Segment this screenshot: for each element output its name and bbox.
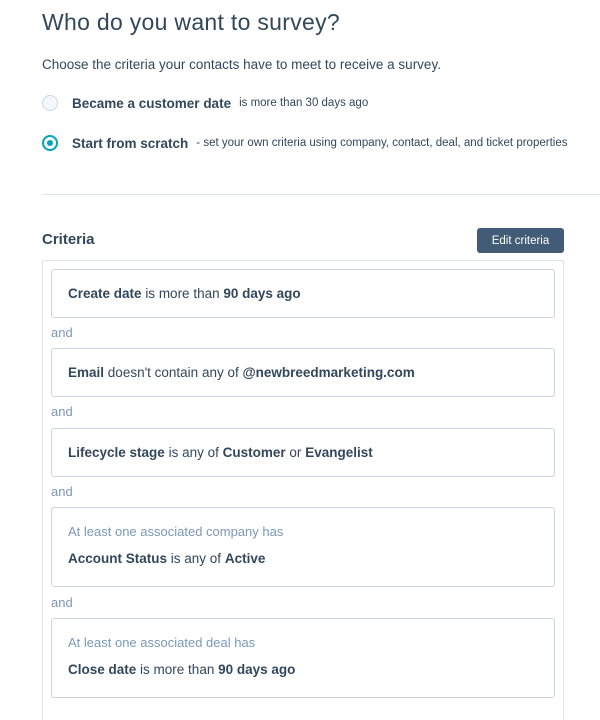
criteria-rule-lifecycle-stage[interactable] <box>51 428 555 477</box>
rule-text <box>68 551 265 566</box>
and-connector: and <box>51 595 73 610</box>
rule-property: Account Status <box>68 551 168 566</box>
rule-value: Customer <box>222 445 286 460</box>
rule-value: Active <box>224 551 266 566</box>
rule-joiner: or <box>289 445 302 460</box>
option-became-customer-date[interactable] <box>42 95 368 111</box>
option-description: - set your own criteria using company, contact, deal, and ticket properties <box>196 137 568 149</box>
section-divider <box>42 194 600 195</box>
rule-property: Email <box>68 365 105 380</box>
rule-value: 90 days ago <box>223 286 301 301</box>
criteria-rule-email[interactable] <box>51 348 555 397</box>
rule-text <box>68 662 295 677</box>
rule-association: At least one associated deal has <box>68 635 256 650</box>
radio-start-from-scratch[interactable] <box>42 135 58 151</box>
rule-property: Create date <box>68 286 142 301</box>
rule-text <box>68 445 373 460</box>
option-label: Became a customer date <box>72 95 232 111</box>
rule-operator: is more than <box>145 286 220 301</box>
page-subtitle: Choose the criteria your contacts have to meet to receive a survey. <box>42 57 441 72</box>
option-description: is more than 30 days ago <box>239 97 369 109</box>
rule-property: Lifecycle stage <box>68 445 165 460</box>
rule-text <box>68 286 301 301</box>
rule-operator: is any of <box>168 445 219 460</box>
option-label: Start from scratch <box>72 135 189 151</box>
radio-became-customer-date[interactable] <box>42 95 58 111</box>
rule-value-2: Evangelist <box>305 445 373 460</box>
rule-operator: is more than <box>140 662 215 677</box>
criteria-rule-create-date[interactable] <box>51 269 555 318</box>
rule-text <box>68 365 415 380</box>
and-connector: and <box>51 325 73 340</box>
criteria-rule-account-status[interactable] <box>51 507 555 587</box>
rule-value: @newbreedmarketing.com <box>242 365 415 380</box>
rule-operator: is any of <box>170 551 222 566</box>
rule-operator: doesn't contain any of <box>107 365 239 380</box>
option-start-from-scratch[interactable] <box>42 135 567 151</box>
page-title: Who do you want to survey? <box>42 9 341 35</box>
criteria-heading: Criteria <box>42 231 95 248</box>
and-connector: and <box>51 484 73 499</box>
rule-value: 90 days ago <box>218 662 296 677</box>
edit-criteria-button[interactable]: Edit criteria <box>477 228 564 253</box>
rule-association: At least one associated company has <box>68 524 284 539</box>
criteria-rule-close-date[interactable] <box>51 618 555 698</box>
rule-property: Close date <box>68 662 137 677</box>
and-connector: and <box>51 404 73 419</box>
